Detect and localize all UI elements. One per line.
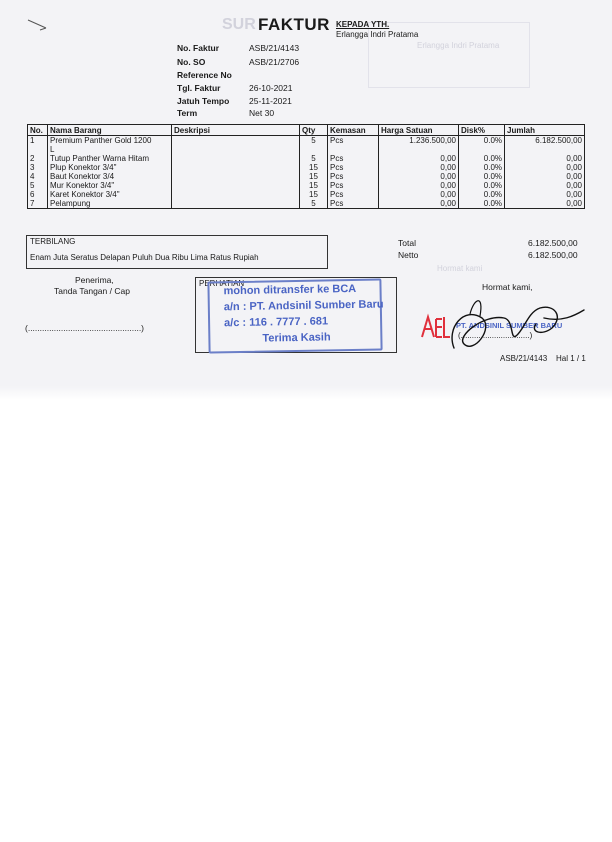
cell-kemasan: Pcs <box>328 136 379 155</box>
cell-kemasan: Pcs <box>328 154 379 163</box>
table-row <box>28 190 585 199</box>
cell-qty: 15 <box>300 190 328 199</box>
perhatian-label: PERHATIAN <box>199 279 245 288</box>
col-header-nama: Nama Barang <box>48 125 172 136</box>
cell-nama-line1: Premium Panther Gold 1200 <box>50 136 152 145</box>
hormat-signature-line: (...............................) <box>458 331 533 340</box>
cell-harga: 0,00 <box>379 181 459 190</box>
netto-value: 6.182.500,00 <box>528 250 578 260</box>
no-faktur-label: No. Faktur <box>177 43 220 53</box>
cell-no: 2 <box>28 154 48 163</box>
cell-qty: 15 <box>300 163 328 172</box>
company-stamp-name: PT. ANDSINIL SUMBER BARU <box>456 321 563 330</box>
cell-jumlah: 0,00 <box>505 172 585 181</box>
terbilang-label: TERBILANG <box>30 237 76 246</box>
cell-disk: 0.0% <box>459 190 505 199</box>
cell-harga: 1.236.500,00 <box>379 136 459 155</box>
cell-jumlah: 0,00 <box>505 163 585 172</box>
cell-jumlah: 0,00 <box>505 199 585 209</box>
table-row <box>28 163 585 172</box>
term-value: Net 30 <box>249 108 275 118</box>
no-so-label: No. SO <box>177 57 206 67</box>
cell-kemasan: Pcs <box>328 199 379 209</box>
cell-qty: 5 <box>300 154 328 163</box>
table-row <box>28 181 585 190</box>
cell-disk: 0.0% <box>459 163 505 172</box>
hormat-label: Hormat kami, <box>482 282 533 292</box>
jatuh-tempo-label: Jatuh Tempo <box>177 96 230 106</box>
table-header-row <box>28 125 585 136</box>
stamp-line-1: mohon ditransfer ke BCA <box>223 282 357 298</box>
cell-deskripsi <box>172 199 300 209</box>
tgl-faktur-label: Tgl. Faktur <box>177 83 221 93</box>
cell-harga: 0,00 <box>379 172 459 181</box>
penerima-sub-label: Tanda Tangan / Cap <box>54 286 130 296</box>
total-label: Total <box>398 238 416 248</box>
cell-kemasan: Pcs <box>328 181 379 190</box>
cell-no: 3 <box>28 163 48 172</box>
cell-nama <box>48 136 172 155</box>
cell-harga: 0,00 <box>379 190 459 199</box>
cell-kemasan: Pcs <box>328 163 379 172</box>
no-faktur-value: ASB/21/4143 <box>249 43 300 53</box>
tgl-faktur-value: 26-10-2021 <box>249 83 293 93</box>
cell-deskripsi <box>172 136 300 155</box>
cell-disk: 0.0% <box>459 154 505 163</box>
penerima-signature-line: (................................................) <box>25 323 145 333</box>
cell-no: 1 <box>28 136 48 155</box>
ghost-hormat: Hormat kami <box>437 264 483 273</box>
document-title: FAKTUR <box>258 15 330 34</box>
cell-no: 6 <box>28 190 48 199</box>
footer-page-number: Hal 1 / 1 <box>556 354 586 363</box>
cell-harga: 0,00 <box>379 163 459 172</box>
cell-disk: 0.0% <box>459 136 505 155</box>
col-header-jumlah: Jumlah <box>505 125 585 136</box>
cell-deskripsi <box>172 163 300 172</box>
corner-mark-icon <box>26 18 48 32</box>
col-header-disk: Disk% <box>459 125 505 136</box>
cell-no: 4 <box>28 172 48 181</box>
cell-deskripsi <box>172 190 300 199</box>
cell-jumlah: 6.182.500,00 <box>505 136 585 155</box>
cell-jumlah: 0,00 <box>505 181 585 190</box>
blank-page-area <box>0 400 612 842</box>
table-row <box>28 172 585 181</box>
col-header-kemasan: Kemasan <box>328 125 379 136</box>
no-so-value: ASB/21/2706 <box>249 57 300 67</box>
cell-harga: 0,00 <box>379 154 459 163</box>
cell-nama-line2: L <box>50 145 55 154</box>
col-header-deskripsi: Deskripsi <box>172 125 300 136</box>
ghost-title: SUR <box>222 16 256 33</box>
footer-doc-ref: ASB/21/4143 <box>500 354 548 363</box>
cell-qty: 15 <box>300 172 328 181</box>
table-row <box>28 199 585 209</box>
cell-no: 5 <box>28 181 48 190</box>
items-table <box>27 124 585 209</box>
cell-jumlah: 0,00 <box>505 154 585 163</box>
ghost-kepada-name: Erlangga Indri Pratama <box>417 41 500 50</box>
cell-deskripsi <box>172 172 300 181</box>
stamp-line-2: a/n : PT. Andsinil Sumber Baru <box>223 298 384 314</box>
cell-no: 7 <box>28 199 48 209</box>
cell-nama: Pelampung <box>48 199 172 209</box>
cell-disk: 0.0% <box>459 172 505 181</box>
penerima-label: Penerima, <box>75 275 114 285</box>
jatuh-tempo-value: 25-11-2021 <box>249 96 292 106</box>
cell-qty: 5 <box>300 136 328 155</box>
stamp-line-4: Terima Kasih <box>262 331 331 345</box>
cell-nama: Karet Konektor 3/4" <box>48 190 172 199</box>
cell-qty: 15 <box>300 181 328 190</box>
cell-deskripsi <box>172 154 300 163</box>
cell-nama: Tutup Panther Warna Hitam <box>48 154 172 163</box>
kepada-name: Erlangga Indri Pratama <box>336 30 419 39</box>
term-label: Term <box>177 108 198 118</box>
reference-label: Reference No <box>177 70 232 80</box>
paper-edge <box>0 386 612 400</box>
kepada-label: KEPADA YTH. <box>336 20 390 29</box>
total-value: 6.182.500,00 <box>528 238 578 248</box>
cell-nama: Mur Konektor 3/4" <box>48 181 172 190</box>
terbilang-text: Enam Juta Seratus Delapan Puluh Dua Ribu Lima Ratus Rupiah <box>30 253 259 262</box>
bank-transfer-stamp <box>207 278 382 353</box>
cell-nama: Plup Konektor 3/4" <box>48 163 172 172</box>
col-header-qty: Qty <box>300 125 328 136</box>
cell-nama: Baut Konektor 3/4 <box>48 172 172 181</box>
netto-label: Netto <box>398 250 419 260</box>
cell-disk: 0.0% <box>459 181 505 190</box>
col-header-harga: Harga Satuan <box>379 125 459 136</box>
col-header-no: No. <box>28 125 48 136</box>
cell-kemasan: Pcs <box>328 190 379 199</box>
table-row <box>28 154 585 163</box>
cell-deskripsi <box>172 181 300 190</box>
handwritten-signature-icon <box>444 288 594 360</box>
cell-qty: 5 <box>300 199 328 209</box>
cell-disk: 0.0% <box>459 199 505 209</box>
cell-kemasan: Pcs <box>328 172 379 181</box>
stamp-line-3: a/c : 116 . 7777 . 681 <box>224 315 329 330</box>
terbilang-box <box>26 235 328 269</box>
cell-jumlah: 0,00 <box>505 190 585 199</box>
table-row <box>28 136 585 155</box>
cell-harga: 0,00 <box>379 199 459 209</box>
invoice-sheet <box>0 0 612 400</box>
